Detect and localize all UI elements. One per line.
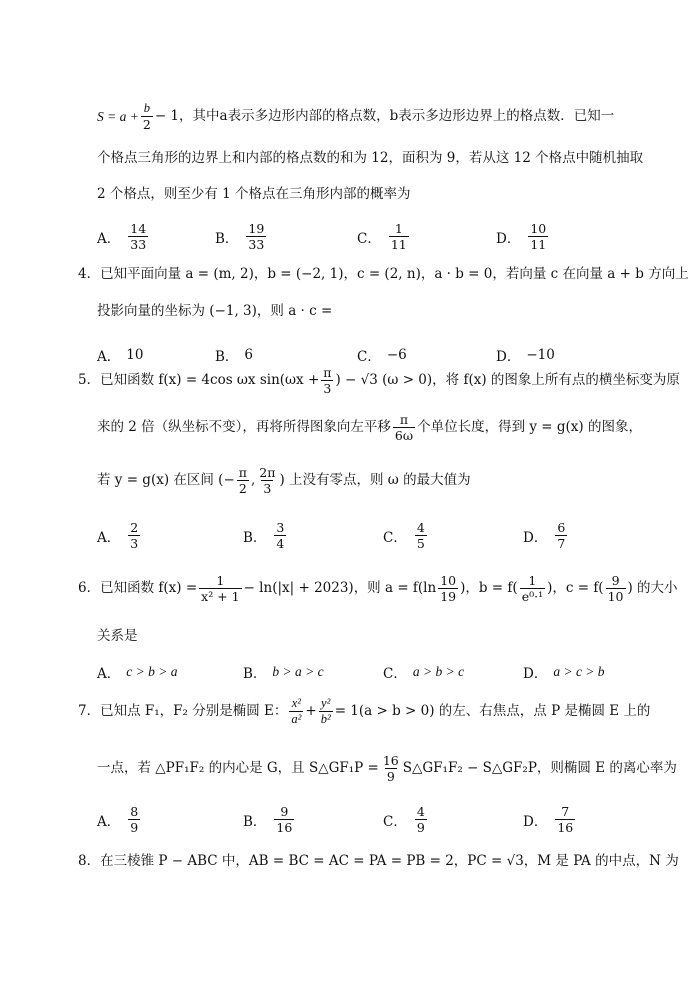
- q3-line3: 2 个格点，则至少有 1 个格点在三角形内部的概率为: [97, 186, 411, 202]
- q7-option-b[interactable]: B． $\frac{9}{16}$: [243, 804, 293, 836]
- q4-option-d[interactable]: D． −10: [496, 347, 555, 365]
- q6-frac-3: $\frac{1}{\text{e⁰·¹}}$: [521, 573, 544, 605]
- q3-line2: 个格点三角形的边界上和内部的格点数的和为 12，面积为 9，若从这 12 个格点中随机抽取: [97, 150, 644, 166]
- q5-interval-right: $\frac{2\pi}{3}$: [259, 465, 276, 497]
- q6-line1: 6． 已知函数 f(x) = $\frac{1}{\text{x² + 1}}$ − ln(|x| + 2023)，则 a = f(ln $\frac{10}{19}$ )，b = f( $\frac{1}{\text{e⁰·¹}}$ )，c = f( $\frac{9}{10}$ ) 的大小: [78, 573, 678, 605]
- q4-line1: [78, 268, 689, 282]
- q6-number: 6．: [78, 579, 101, 596]
- q3-option-b[interactable]: B． $\frac{19}{33}$: [215, 221, 265, 253]
- q4-option-b[interactable]: B． 6: [215, 347, 254, 365]
- q6-frac-4: $\frac{9}{10}$: [607, 573, 624, 605]
- q5-interval-left: $\frac{\pi}{2}$: [238, 465, 247, 497]
- q3-option-c[interactable]: C． $\frac{1}{11}$: [357, 221, 407, 253]
- q3-option-a[interactable]: A． $\frac{14}{33}$: [97, 221, 147, 253]
- q7-option-c[interactable]: C． $\frac{4}{9}$: [383, 804, 425, 836]
- q6-frac-2: $\frac{10}{19}$: [440, 573, 457, 605]
- q8-line1: [78, 855, 679, 869]
- q7-frac-y: $\frac{\text{y²}}{\text{b²}}$: [320, 696, 331, 727]
- q7-frac-x: $\frac{\text{x²}}{\text{a²}}$: [291, 696, 302, 727]
- q8-stem-line1: 在三棱锥 P − ABC 中，AB = BC = AC = PA = PB = 2，PC = √3，M 是 PA 的中点，N 为: [100, 853, 679, 869]
- q5-line3: 若 y = g(x) 在区间 (− $\frac{\pi}{2}$ , $\frac{2\pi}{3}$ ) 上没有零点，则 ω 的最大值为: [97, 465, 471, 497]
- q7-frac-16-9: $\frac{16}{9}$: [382, 753, 399, 785]
- q6-option-b[interactable]: B． b > a > c: [243, 664, 324, 682]
- q4-option-c[interactable]: C． −6: [357, 347, 407, 365]
- q4-stem-line1: 已知平面向量 a = (m, 2)，b = (−2, 1)，c = (2, n)，a · b = 0，若向量 c 在向量 a + b 方向上: [100, 266, 689, 282]
- q7-option-d[interactable]: D． $\frac{7}{16}$: [523, 804, 574, 836]
- q8-number: 8．: [78, 853, 101, 869]
- q4-line2: 投影向量的坐标为 (−1, 3)，则 a · c =: [97, 303, 333, 319]
- q7-line1: 7． 已知点 F₁，F₂ 分别是椭圆 E： $\frac{\text{x²}}{\text{a²}}$ + $\frac{\text{y²}}{\text{b²}}$ = 1(a > b > 0) 的左、右焦点，点 P 是椭圆 E 上的: [78, 696, 651, 727]
- q7-line2: 一点，若 △PF₁F₂ 的内心是 G，且 S△GF₁P = $\frac{16}{9}$ S△GF₁F₂ − S△GF₂P，则椭圆 E 的离心率为: [97, 753, 677, 785]
- q6-option-d[interactable]: D． a > c > b: [523, 664, 605, 682]
- q5-pi-over-6omega: $\frac{\pi}{6\omega}$: [394, 412, 414, 444]
- q5-option-a[interactable]: A． $\frac{2}{3}$: [97, 520, 139, 552]
- q7-option-a[interactable]: A． $\frac{8}{9}$: [97, 804, 139, 836]
- q5-line2: 来的 2 倍（纵坐标不变），再将所得图象向左平移 $\frac{\pi}{6\omega}$ 个单位长度，得到 y = g(x) 的图象，: [97, 412, 642, 444]
- q5-number: 5．: [78, 371, 101, 388]
- q3-formula-prefix: S = a +: [97, 108, 139, 124]
- q6-option-a[interactable]: A． c > b > a: [97, 664, 178, 682]
- q6-option-c[interactable]: C． a > b > c: [383, 664, 465, 682]
- q7-number: 7．: [78, 702, 101, 719]
- q6-line2: 关系是: [97, 628, 138, 644]
- q3-line1-text: ，其中a表示多边形内部的格点数，b表示多边形边界上的格点数．已知一: [179, 107, 615, 124]
- q4-number: 4．: [78, 266, 101, 282]
- q3-formula-suffix: − 1: [154, 107, 180, 124]
- q5-option-b[interactable]: B． $\frac{3}{4}$: [243, 520, 285, 552]
- q6-frac-1: $\frac{1}{\text{x² + 1}}$: [201, 573, 240, 605]
- q3-option-d[interactable]: D． $\frac{10}{11}$: [496, 221, 547, 253]
- q3-line1: [97, 102, 614, 131]
- q5-option-d[interactable]: D． $\frac{6}{7}$: [523, 520, 566, 552]
- q3-formula-fraction: $\frac{b}{2}$: [142, 101, 151, 133]
- q5-option-c[interactable]: C． $\frac{4}{5}$: [383, 520, 425, 552]
- q5-pi-over-3: $\frac{\pi}{3}$: [323, 365, 332, 397]
- q5-line1: 5． 已知函数 f(x) = 4cos ωx sin(ωx + $\frac{\pi}{3}$ ) − √3 (ω > 0)，将 f(x) 的图象上所有点的横坐标变为原: [78, 365, 680, 397]
- q4-option-a[interactable]: A． 10: [97, 347, 144, 365]
